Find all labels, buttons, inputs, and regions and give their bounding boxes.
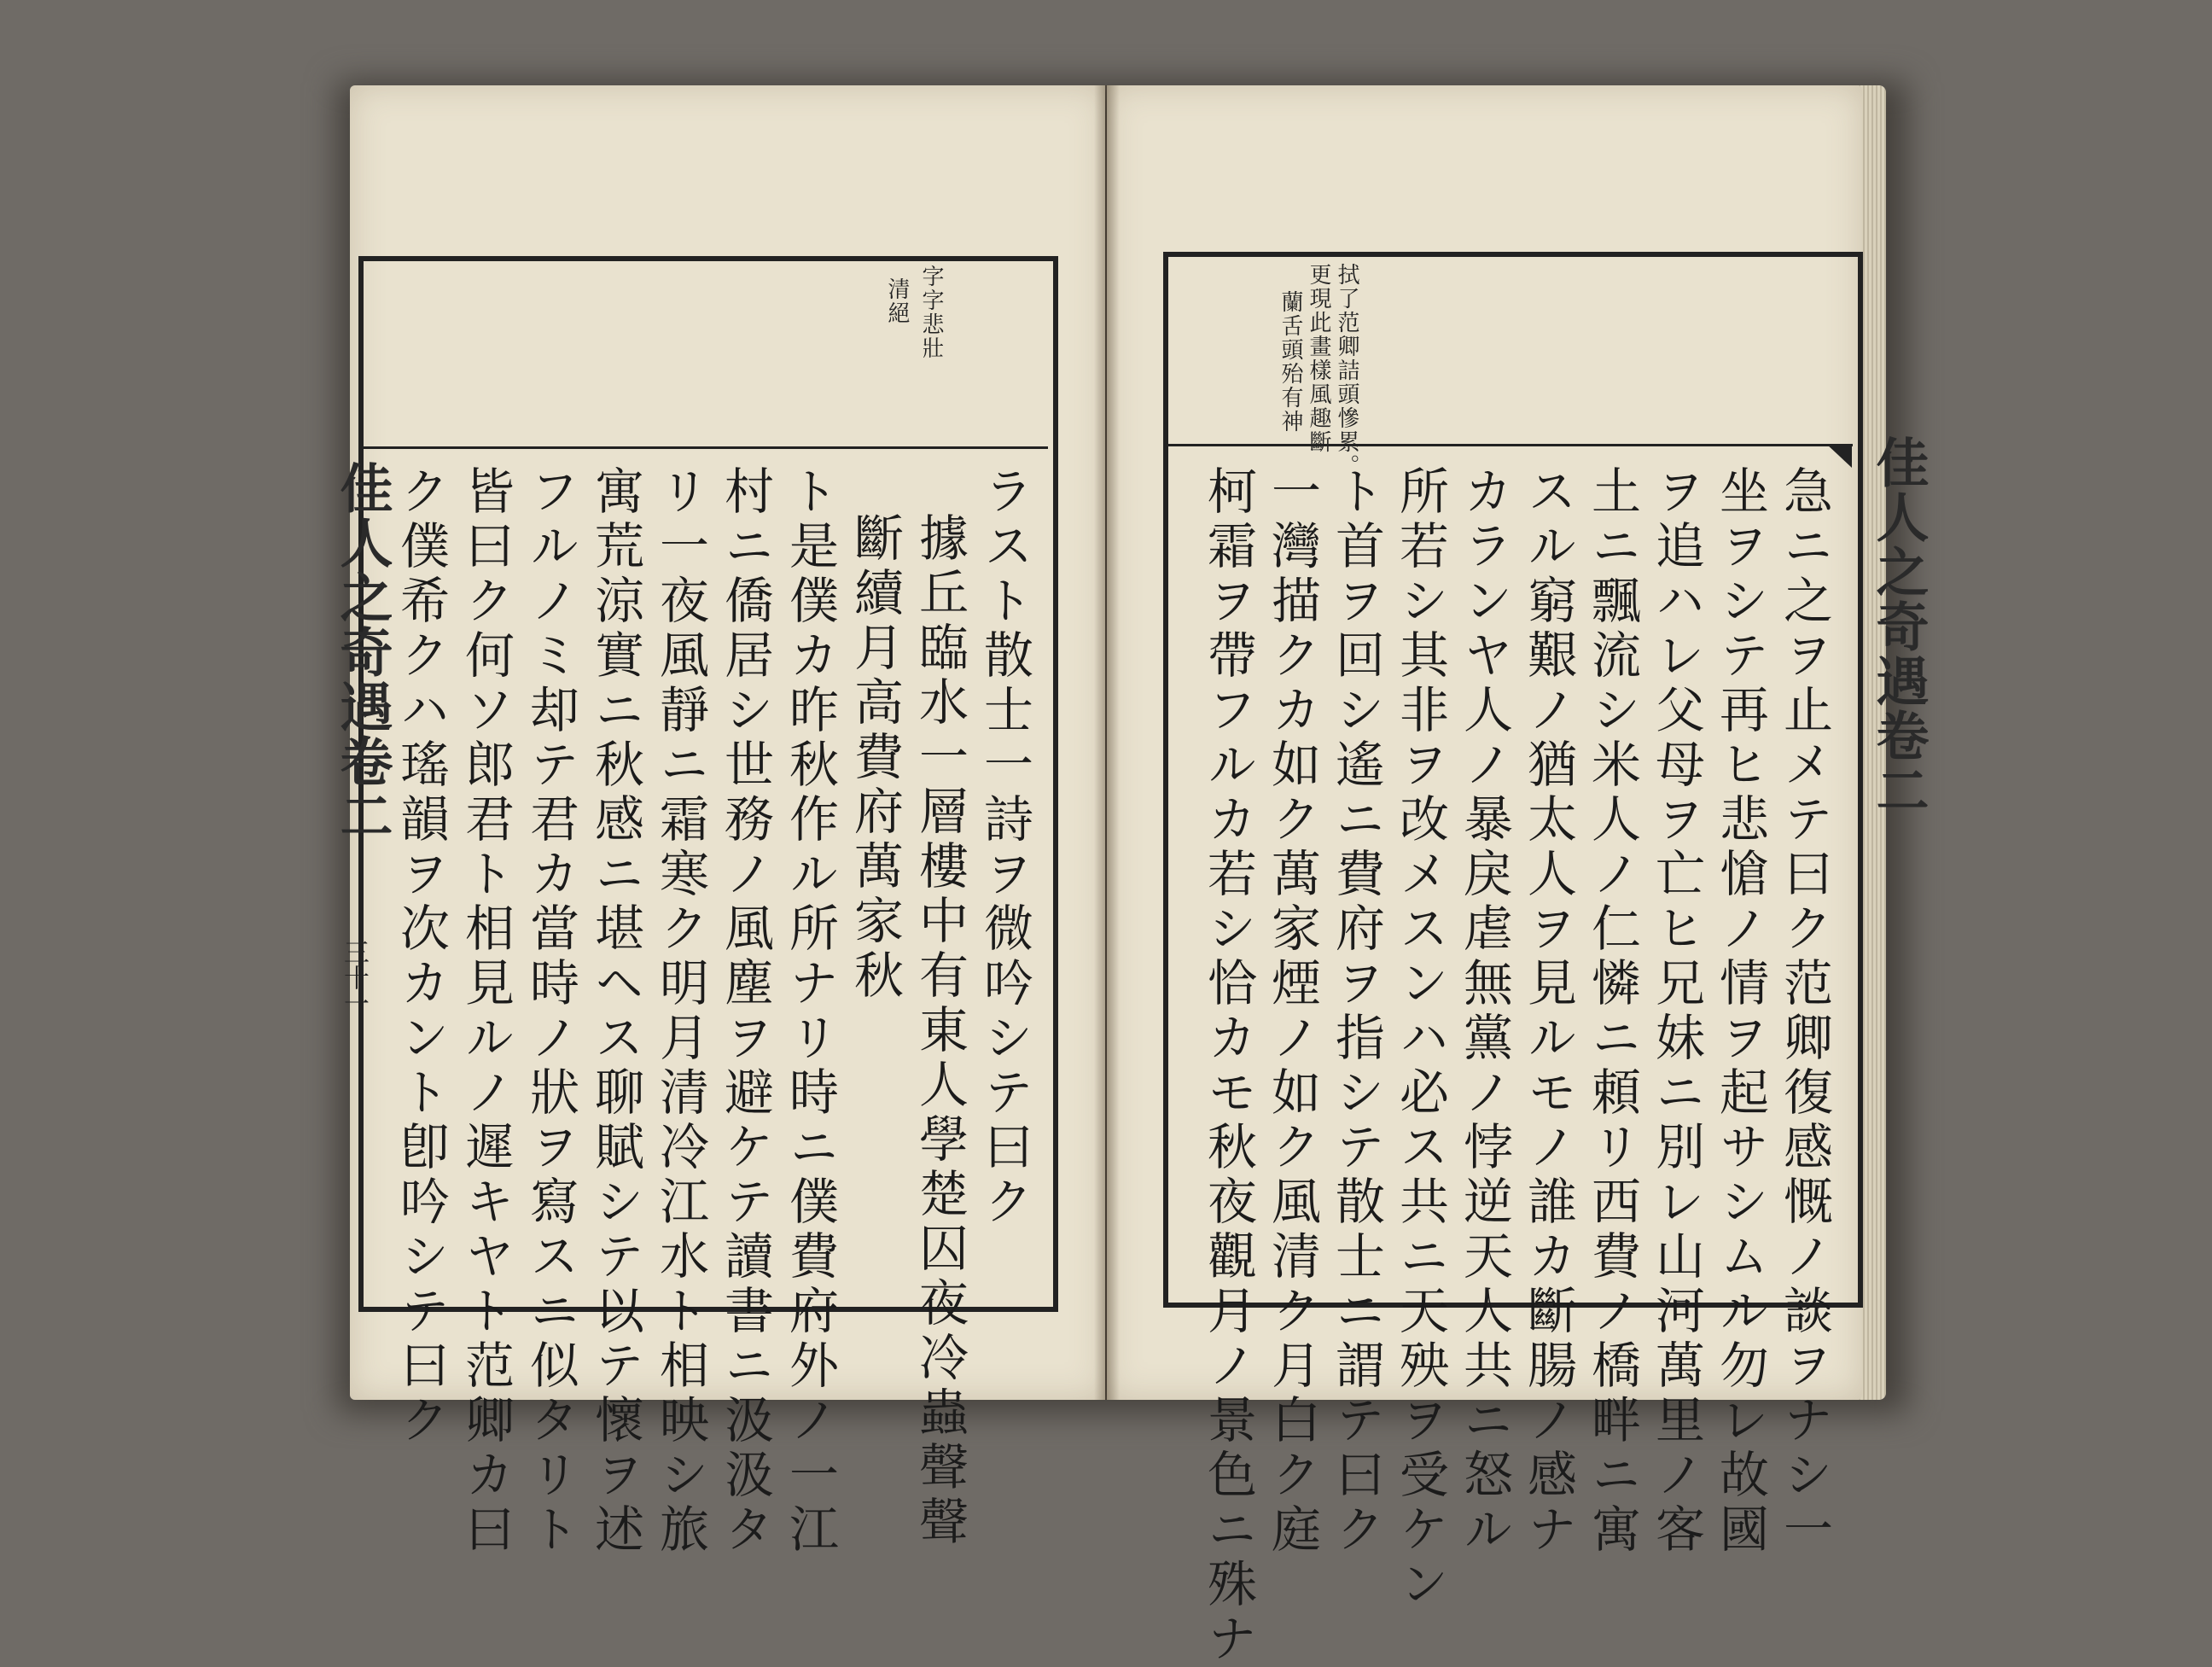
left-column-7: 寓荒涼實ニ秋感ニ堪ヘス聊賦シテ以テ懷ヲ述 xyxy=(586,465,644,1558)
right-column-6: カランヤ人ノ暴戾虐無黨ノ悖逆天人共ニ怒ル xyxy=(1455,465,1513,1558)
right-headnote-line-3: 蘭舌頭殆有神 xyxy=(1278,290,1303,434)
left-column-9: 皆曰ク何ソ郎君ト相見ルノ遲キヤト范卿カ曰 xyxy=(457,465,515,1558)
left-column-3: 斷續月高費府萬家秋 xyxy=(846,512,904,1004)
right-column-5: スル窮艱ノ猶太人ヲ見ルモノ誰カ斷腸ノ感ナ xyxy=(1519,465,1577,1558)
left-column-2: 據丘臨水一層樓中有東人學楚囚夜冷蟲聲聲 xyxy=(911,512,969,1550)
right-column-3: ヲ追ハレ父母ヲ亡ヒ兄妹ニ別レ山河萬里ノ客 xyxy=(1647,465,1705,1558)
right-column-2: 坐ヲシテ再ヒ悲愴ノ情ヲ起サシムル勿レ故國 xyxy=(1711,465,1769,1558)
left-column-10: ク僕希クハ瑤韻ヲ次カント卽吟シテ曰ク xyxy=(392,465,450,1448)
right-column-4: 土ニ飄流シ米人ノ仁憐ニ頼リ西費ノ橋畔ニ寓 xyxy=(1583,465,1641,1558)
left-column-8: フルノミ却テ君カ當時ノ狀ヲ寫スニ似タリト xyxy=(521,465,579,1558)
left-headnote-line-2: 清絕 xyxy=(884,277,910,325)
right-running-title: 佳人之奇遇卷二 xyxy=(1867,435,1930,818)
left-column-5: 村ニ僑居シ世務ノ風塵ヲ避ケテ讀書ニ汲汲タ xyxy=(716,465,774,1558)
right-column-8: ト首ヲ回シ遙ニ費府ヲ指シテ散士ニ謂テ曰ク xyxy=(1327,465,1385,1558)
left-headnote-line-1: 字字悲壯 xyxy=(918,265,944,360)
book-gutter xyxy=(1094,85,1120,1400)
right-column-1: 急ニ之ヲ止メテ曰ク范卿復感慨ノ談ヲナシ一 xyxy=(1775,465,1833,1558)
left-column-1: ラスト散士一詩ヲ微吟シテ曰ク xyxy=(975,465,1033,1230)
right-column-10: 柯霜ヲ帶フルカ若シ恰カモ秋夜觀月ノ景色ニ殊ナ xyxy=(1199,465,1257,1667)
right-fish-tail-mark xyxy=(1826,444,1852,468)
right-headnote-line-1: 拭了范卿詰頭慘累。 xyxy=(1334,263,1359,478)
right-column-7: 所若シ其非ヲ改メスンハ必ス共ニ天殃ヲ受ケン xyxy=(1391,465,1449,1612)
right-headnote-divider xyxy=(1166,444,1853,446)
left-running-title: 佳人之奇遇卷二 xyxy=(331,461,393,843)
left-column-6: リ一夜風靜ニ霜寒ク明月清冷江水ト相映シ旅 xyxy=(651,465,709,1558)
left-folio-number: 三十一 xyxy=(339,939,369,1016)
right-headnote-line-2: 更現此畫樣風趣斷 xyxy=(1306,263,1331,454)
right-column-9: 一灣描クカ如ク萬家煙ノ如ク風清ク月白ク庭 xyxy=(1263,465,1321,1558)
left-column-4: ト是僕カ昨秋作ル所ナリ時ニ僕費府外ノ一江 xyxy=(781,465,839,1558)
left-headnote-divider xyxy=(361,446,1048,449)
